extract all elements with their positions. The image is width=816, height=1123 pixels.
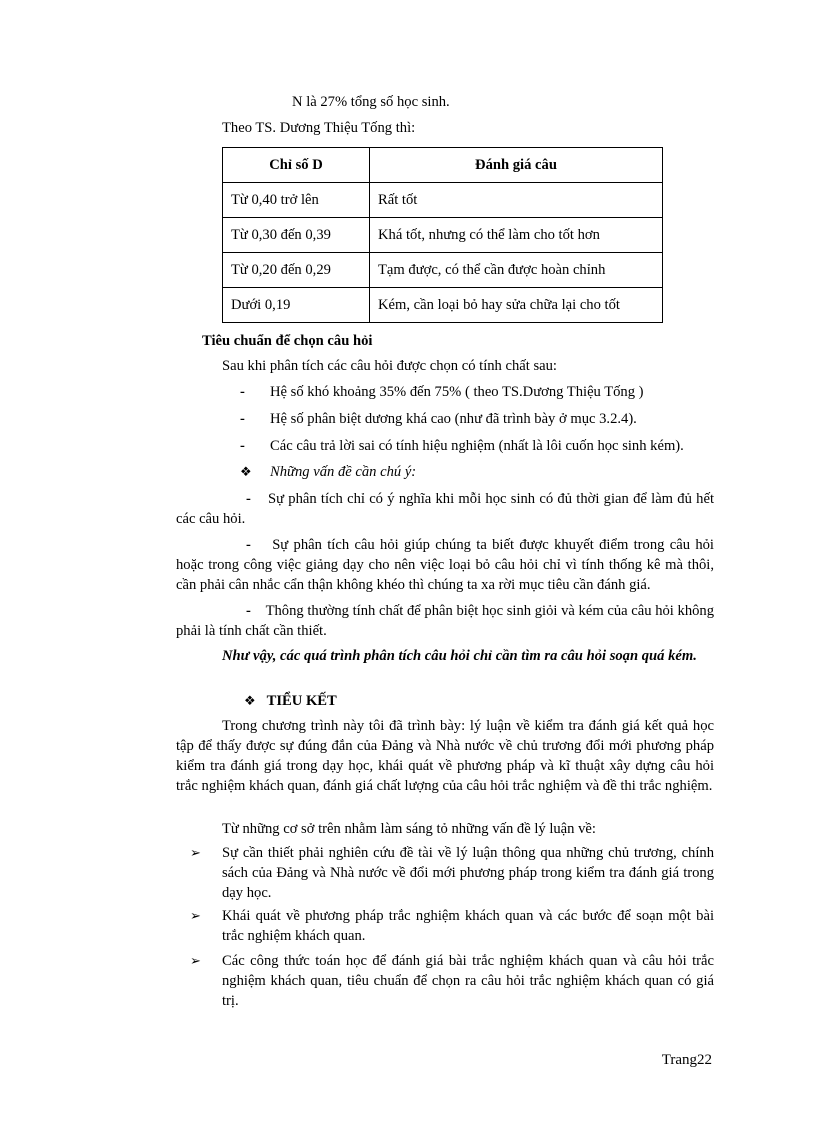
list-item-text: Các công thức toán học để đánh giá bài trắc nghiệm khách quan và câu hỏi trắc nghiệm khách quan, tiêu chuẩn để chọn ra câu hỏi trắc nghiệm khách quan có giá trị. [222,953,714,1009]
page-number: Trang22 [661,1052,712,1068]
criteria-conclusion: Như vậy, các quá trình phân tích câu hỏi chỉ cần tìm ra câu hỏi soạn quá kém. [222,648,697,664]
dash-bullet: - [246,491,251,507]
criteria-lead: Sau khi phân tích các câu hỏi được chọn có tính chất sau: [222,358,557,374]
note-text: Sự phân tích câu hỏi giúp chúng ta biết được khuyết điểm trong câu hỏi hoặc trong công việc giảng dạy cho nên việc loại bỏ câu hỏi chỉ vì tính thống kê mà thôi, cần phải cân nhắc cẩn thận không khéo thì chúng ta xa rời mục tiêu cần đánh giá. [176,537,714,593]
table-cell: Tạm được, có thể cần được hoàn chỉnh [370,253,663,288]
table-cell: Kém, cần loại bỏ hay sửa chữa lại cho tốt [370,288,663,323]
list-item-text: Hệ số khó khoảng 35% đến 75% ( theo TS.Dương Thiệu Tống ) [270,384,644,400]
arrow-bullet-icon: ➢ [190,845,201,860]
dash-bullet: - [240,384,245,400]
table-row [223,218,663,253]
summary-paragraph-1: Trong chương trình này tôi đã trình bày: lý luận về kiểm tra đánh giá kết quả học tập để thấy được sự đúng đắn của Đảng và Nhà nước về chủ trương đổi mới phương pháp kiểm tra đánh giá trong dạy học, khái quát về phương pháp và kĩ thuật xây dựng câu hỏi trắc nghiệm khách quan, đánh giá chất lượng của câu hỏi trắc nghiệm và đề thi trắc nghiệm. [176,718,714,794]
dash-bullet: - [246,603,251,619]
diamond-bullet-icon: ❖ [240,464,252,479]
table-row [223,183,663,218]
table-row [223,253,663,288]
table-cell: Từ 0,20 đến 0,29 [223,253,370,288]
summary-heading-row [244,691,337,711]
list-item-text: Hệ số phân biệt dương khá cao (như đã trình bày ở mục 3.2.4). [270,411,637,427]
table-header-cell: Chỉ số D [223,148,370,183]
arrow-bullet-icon: ➢ [190,953,201,968]
table-row [223,288,663,323]
note-paragraph [176,601,714,641]
diamond-bullet-icon: ❖ [244,693,256,708]
table-cell: Khá tốt, nhưng có thể làm cho tốt hơn [370,218,663,253]
note-text: Thông thường tính chất để phân biệt học sinh giỏi và kém của câu hỏi không phải là tính chất cần thiết. [176,603,715,639]
table-cell: Dưới 0,19 [223,288,370,323]
criteria-heading: Tiêu chuẩn để chọn câu hỏi [202,333,373,349]
note-text: Sự phân tích chỉ có ý nghĩa khi mỗi học sinh có đủ thời gian để làm đủ hết các câu hỏi. [176,491,714,527]
table-cell: Từ 0,40 trở lên [223,183,370,218]
note-paragraph [176,535,714,595]
arrow-bullet-icon: ➢ [190,908,201,923]
table-cell: Rất tốt [370,183,663,218]
summary-paragraph-2: Từ những cơ sở trên nhằm làm sáng tỏ những vấn đề lý luận về: [222,821,596,837]
intro-line-1: N là 27% tổng số học sinh. [292,94,450,110]
note-paragraph [176,489,714,529]
list-item-text: Sự cần thiết phải nghiên cứu đề tài về lý luận thông qua những chủ trương, chính sách của Đảng và Nhà nước về đổi mới phương pháp trong kiểm tra đánh giá trong dạy học. [222,845,714,901]
list-item-text: Các câu trả lời sai có tính hiệu nghiệm (nhất là lôi cuốn học sinh kém). [270,438,684,454]
notes-heading: Những vấn đề cần chú ý: [270,464,417,480]
list-item-text: Khái quát về phương pháp trắc nghiệm khách quan và các bước để soạn một bài trắc nghiệm khách quan. [222,908,714,944]
intro-line-2: Theo TS. Dương Thiệu Tống thì: [222,120,416,136]
discrimination-index-table [222,147,663,323]
table-header-cell: Đánh giá câu [370,148,663,183]
dash-bullet: - [240,411,245,427]
dash-bullet: - [240,438,245,454]
table-cell: Từ 0,30 đến 0,39 [223,218,370,253]
table-header-row [223,148,663,183]
dash-bullet: - [246,537,251,553]
summary-heading: TIỂU KẾT [266,693,337,709]
